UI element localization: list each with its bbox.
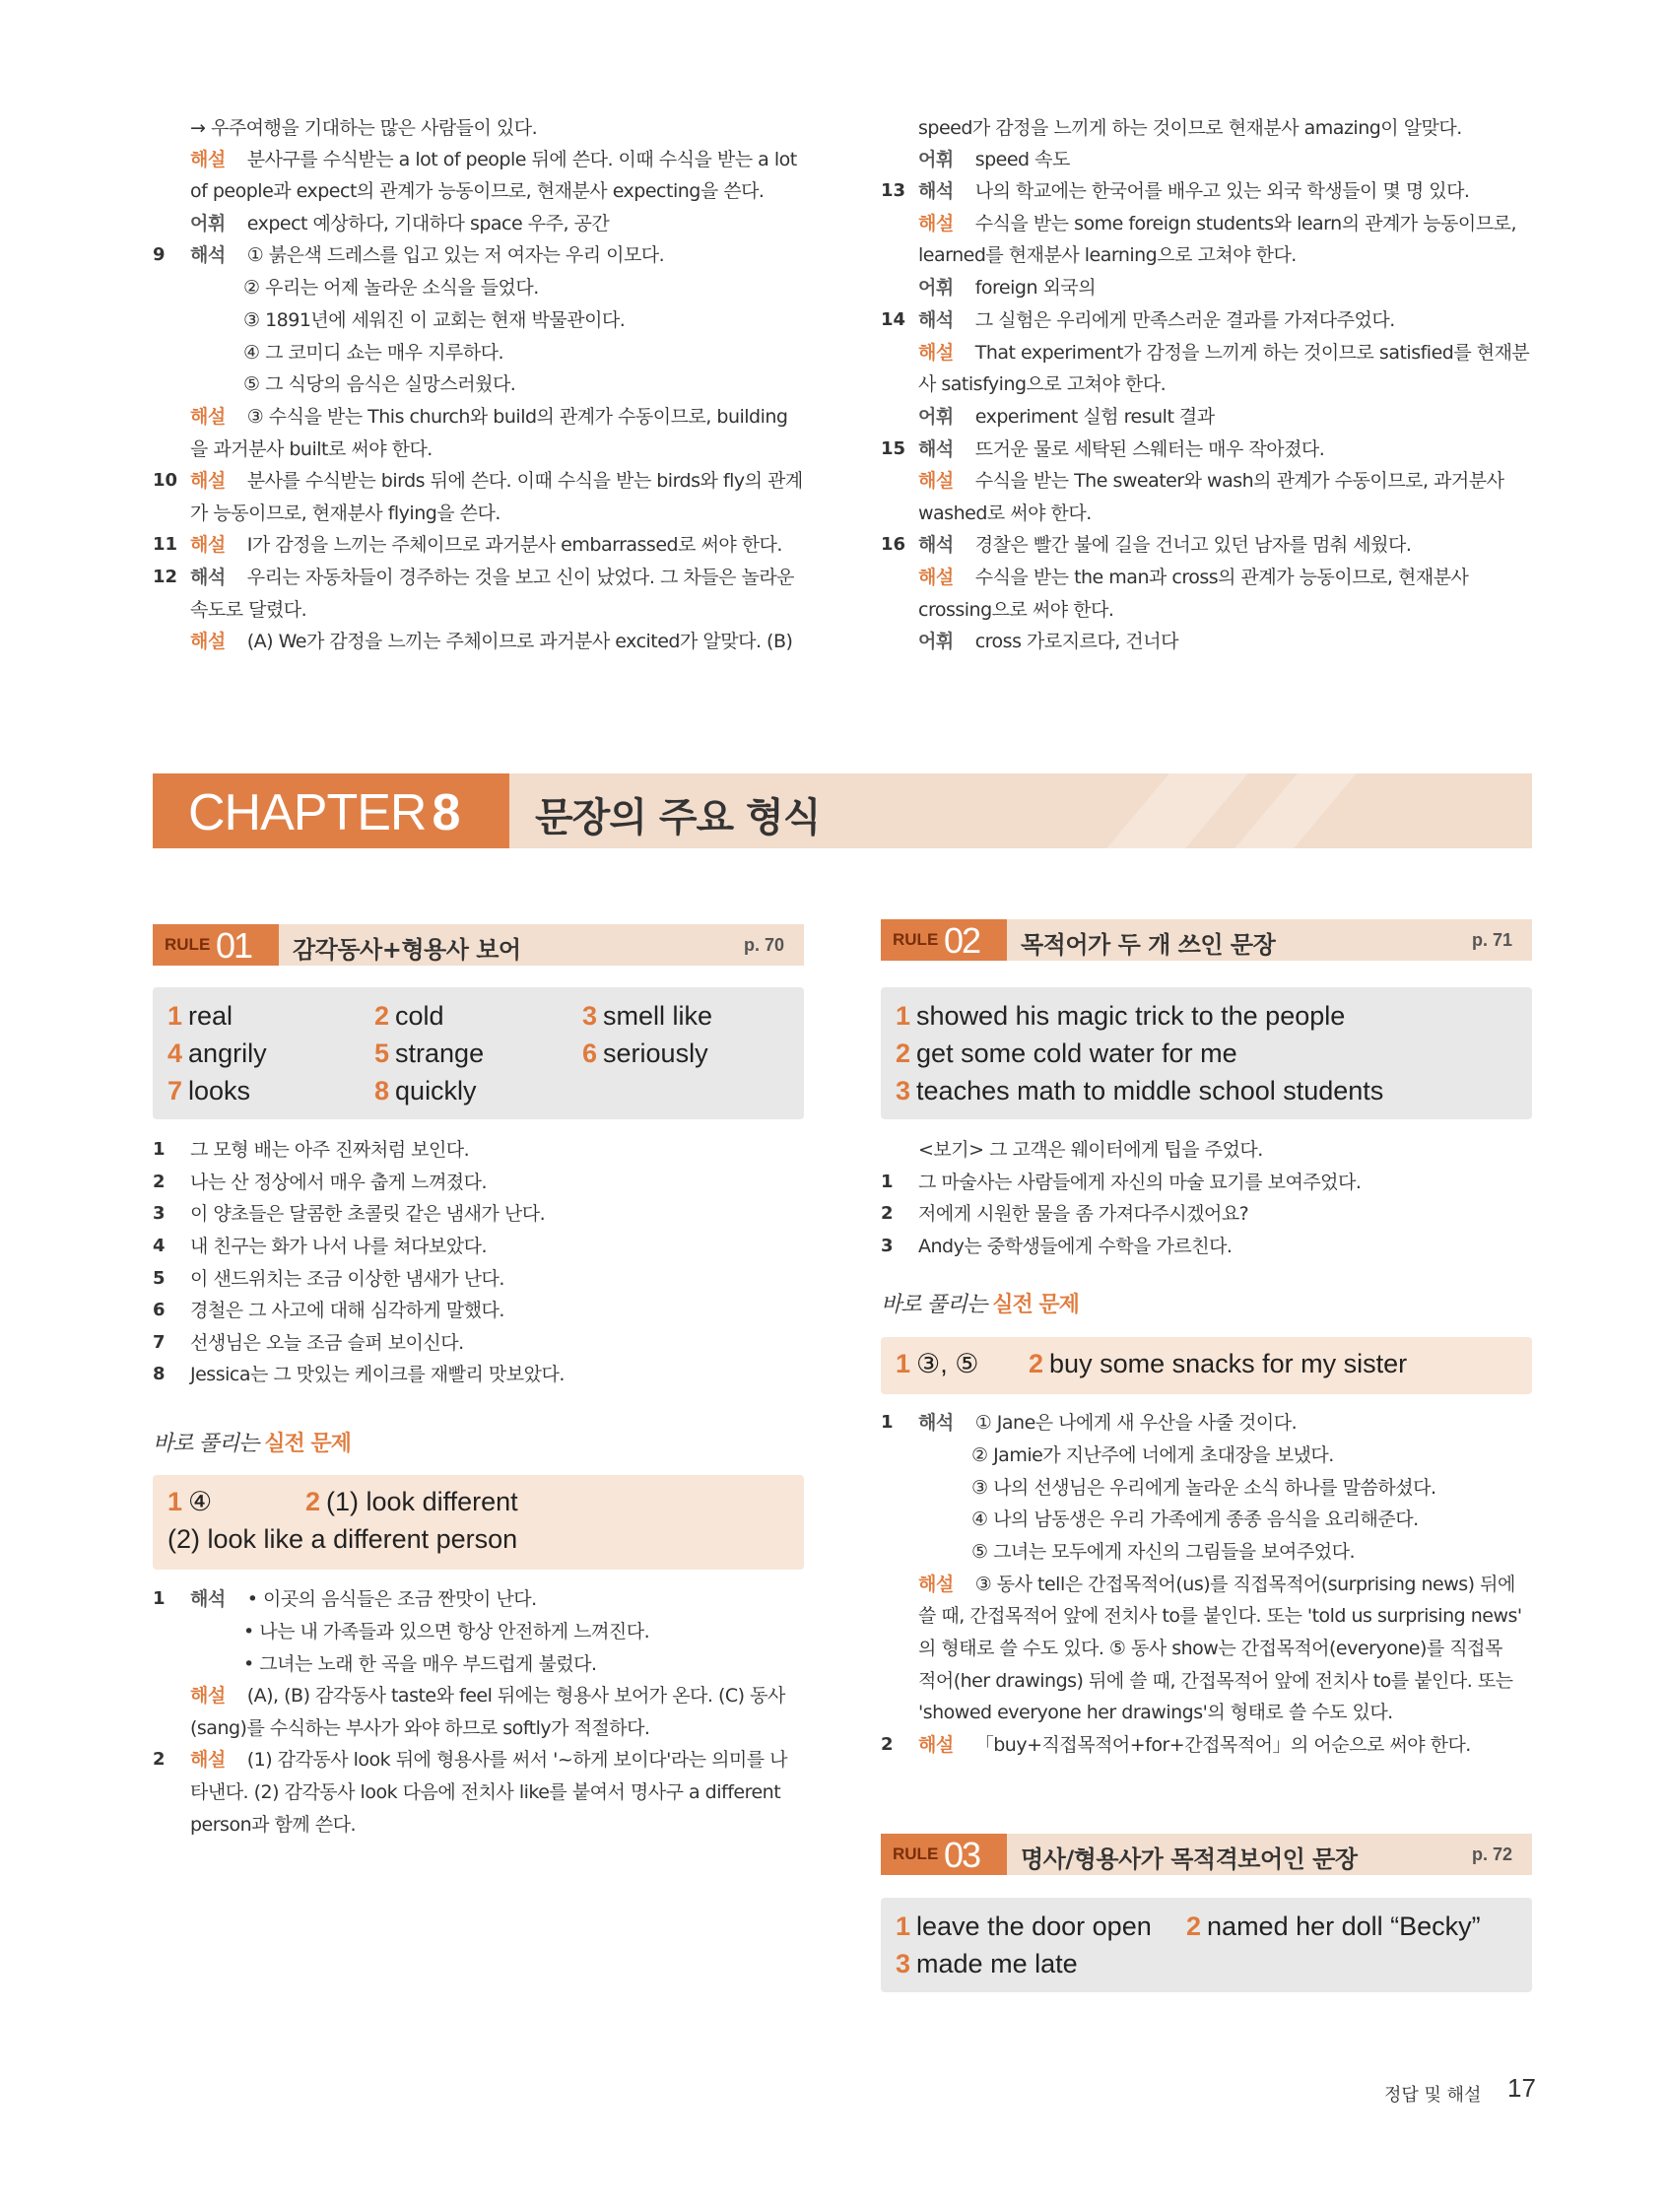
- text: 분사를 수식받는 birds 뒤에 쓴다. 이때 수식을 받는 birds와 fly의 관계: [246, 470, 803, 492]
- text: ③ 동사 tell은 간접목적어(us)를 직접목적어(surprising news) 뒤에: [974, 1574, 1515, 1595]
- answer-item: 6 seriously: [582, 1039, 708, 1068]
- label-haeseok: 해석: [190, 244, 226, 266]
- rule-word: RULE: [893, 930, 939, 949]
- label-haeseok: 해석: [918, 534, 954, 556]
- rule-page: p. 72: [1471, 1844, 1512, 1864]
- item-number: 2: [153, 1749, 166, 1770]
- text-line: [918, 210, 1516, 237]
- answer-item: 3 smell like: [582, 1001, 713, 1031]
- practice-title: 실전 문제: [264, 1432, 351, 1456]
- label-haeseol: 해설: [918, 567, 954, 588]
- label-haeseol: 해설: [918, 213, 954, 235]
- text-line: → 우주여행을 기대하는 많은 사람들이 있다.: [190, 117, 538, 139]
- text-line: 내 친구는 화가 나서 나를 쳐다보았다.: [190, 1236, 488, 1257]
- answer-item: 1 ③, ⑤: [896, 1349, 979, 1378]
- item-number: 15: [881, 438, 906, 459]
- answer-item: 8 quickly: [374, 1076, 477, 1106]
- text-line: ③ 1891년에 세워진 이 교회는 현재 박물관이다.: [243, 309, 626, 331]
- text-line: [918, 1731, 1471, 1759]
- chapter-banner: [153, 773, 1532, 848]
- rule-title: 감각동사+형용사 보어: [293, 936, 521, 964]
- text-line: [190, 210, 609, 237]
- practice-prefix: 바로 풀리는: [881, 1293, 987, 1317]
- label-haeseok: 해석: [190, 1588, 226, 1610]
- answer-item: 4 angrily: [167, 1039, 267, 1068]
- page-number: 17: [1507, 2073, 1536, 2103]
- label-eohwi: 어휘: [918, 149, 954, 170]
- rule-badge: [881, 919, 1007, 961]
- rule-number: 01: [216, 925, 252, 966]
- text-line: [918, 403, 1215, 431]
- rule-number: 02: [944, 920, 980, 961]
- text-line: 적어(her drawings) 뒤에 쓸 때, 간접목적어 앞에 전치사 to를 붙인다. 또는: [918, 1670, 1513, 1692]
- text-line: [190, 1682, 785, 1709]
- text: 수식을 받는 some foreign students와 learn의 관계가 능동이므로,: [974, 213, 1517, 235]
- practice-prefix: 바로 풀리는: [153, 1432, 259, 1456]
- rule-page: p. 71: [1471, 930, 1512, 950]
- text-line: [918, 306, 1395, 334]
- text-line: [918, 564, 1468, 591]
- item-number: 8: [153, 1364, 166, 1384]
- label-eohwi: 어휘: [918, 277, 954, 299]
- answer-box: [153, 987, 804, 1119]
- answer-item: 2 get some cold water for me: [896, 1039, 1237, 1068]
- text-line: [190, 467, 803, 495]
- text: experiment 실험 result 결과: [974, 406, 1215, 428]
- item-number: 2: [881, 1203, 894, 1224]
- text: cross 가로지르다, 건너다: [974, 631, 1178, 652]
- practice-heading: [881, 1288, 1079, 1318]
- item-number: 3: [153, 1203, 166, 1224]
- text-line: [918, 339, 1529, 367]
- answer-item: 3 made me late: [896, 1949, 1078, 1978]
- practice-title: 실전 문제: [992, 1293, 1079, 1317]
- text-line: • 그녀는 노래 한 곡을 매우 부드럽게 불렀다.: [243, 1653, 597, 1675]
- text-line: [190, 564, 794, 591]
- item-number: 2: [881, 1734, 894, 1755]
- text-line: [918, 1571, 1515, 1598]
- text-line: 그 모형 배는 아주 진짜처럼 보인다.: [190, 1139, 470, 1161]
- text: 나의 학교에는 한국어를 배우고 있는 외국 학생들이 몇 명 있다.: [974, 180, 1470, 202]
- text-line: ④ 나의 남동생은 우리 가족에게 종종 음식을 요리해준다.: [971, 1508, 1419, 1530]
- text-line: ② 우리는 어제 놀라운 소식을 들었다.: [243, 277, 539, 299]
- rule-title: 목적어가 두 개 쓰인 문장: [1021, 931, 1276, 959]
- rule-word: RULE: [165, 935, 211, 954]
- text-line: person과 함께 쓴다.: [190, 1814, 357, 1836]
- text-line: 사 satisfying으로 고쳐야 한다.: [918, 373, 1167, 395]
- practice-answer-box: [881, 1337, 1532, 1394]
- practice-heading: [153, 1427, 351, 1457]
- item-number: 7: [153, 1332, 166, 1353]
- text: speed 속도: [974, 149, 1070, 170]
- label-haeseol: 해설: [918, 1734, 954, 1756]
- label-haeseol: 해설: [190, 1749, 226, 1771]
- footer-label: 정답 및 해설: [1384, 2085, 1482, 2106]
- answer-item: 1 ④: [167, 1487, 213, 1516]
- text-line: crossing으로 써야 한다.: [918, 599, 1114, 621]
- text: (1) 감각동사 look 뒤에 형용사를 써서 '~하게 보이다'라는 의미를 나: [246, 1749, 788, 1771]
- text-line: learned를 현재분사 learning으로 고쳐야 한다.: [918, 244, 1297, 266]
- text: ① Jane은 나에게 새 우산을 사줄 것이다.: [974, 1412, 1298, 1434]
- text-line: (sang)를 수식하는 부사가 와야 하므로 softly가 적절하다.: [190, 1717, 650, 1739]
- answer-item: 1 showed his magic trick to the people: [896, 1001, 1346, 1031]
- item-number: 2: [153, 1172, 166, 1192]
- text: foreign 외국의: [974, 277, 1097, 299]
- item-number: 13: [881, 180, 906, 201]
- rule-title: 명사/형용사가 목적격보어인 문장: [1021, 1845, 1358, 1873]
- chapter-label-block: [153, 773, 509, 848]
- answer-item: 2 named her doll “Becky”: [1186, 1911, 1481, 1941]
- item-number: 9: [153, 244, 166, 265]
- answer-item: 2 (1) look different: [305, 1487, 518, 1516]
- text-line: 경철은 그 사고에 대해 심각하게 말했다.: [190, 1300, 504, 1321]
- text-line: ④ 그 코미디 쇼는 매우 지루하다.: [243, 342, 504, 364]
- text: That experiment가 감정을 느끼게 하는 것이므로 satisfied를 현재분: [974, 342, 1530, 364]
- text: ① 붉은색 드레스를 입고 있는 저 여자는 우리 이모다.: [246, 244, 665, 266]
- rule-number: 03: [944, 1835, 980, 1875]
- text-line: [918, 146, 1070, 173]
- text-line: 'showed everyone her drawings'의 형태로 쓸 수도 있다.: [918, 1702, 1393, 1723]
- text-line: 그 마술사는 사람들에게 자신의 마술 묘기를 보여주었다.: [918, 1172, 1362, 1193]
- text-line: 속도로 달렸다.: [190, 599, 307, 621]
- text: 분사구를 수식받는 a lot of people 뒤에 쓴다. 이때 수식을 받는 a lot: [246, 149, 797, 170]
- item-number: 12: [153, 567, 178, 587]
- answer-item: 1 real: [167, 1001, 234, 1031]
- item-number: 1: [881, 1412, 894, 1433]
- answer-item: 1 leave the door open: [896, 1911, 1152, 1941]
- example-line: <보기> 그 고객은 웨이터에게 팁을 주었다.: [918, 1139, 1263, 1161]
- rule-badge: [153, 924, 279, 966]
- item-number: 3: [881, 1236, 894, 1256]
- text-line: [918, 531, 1411, 559]
- text-line: [190, 1585, 537, 1613]
- text-line: 이 샌드위치는 조금 이상한 냄새가 난다.: [190, 1268, 504, 1290]
- text-line: 타낸다. (2) 감각동사 look 다음에 전치사 like를 붙여서 명사구 a different: [190, 1781, 781, 1803]
- text-line: 의 형태로 쓸 수도 있다. ⑤ 동사 show는 간접목적어(everyone)를 직접목: [918, 1638, 1502, 1659]
- answer-item: 2 cold: [374, 1001, 444, 1031]
- label-haeseol: 해설: [190, 534, 226, 556]
- rule-word: RULE: [893, 1844, 939, 1863]
- text-line: [190, 241, 664, 269]
- item-number: 1: [881, 1172, 894, 1192]
- text: 우리는 자동차들이 경주하는 것을 보고 신이 났었다. 그 차들은 놀라운: [246, 567, 795, 588]
- text-line: Jessica는 그 맛있는 케이크를 재빨리 맛보았다.: [190, 1364, 565, 1385]
- text: expect 예상하다, 기대하다 space 우주, 공간: [246, 213, 610, 235]
- text: ③ 수식을 받는 This church와 build의 관계가 수동이므로, building: [246, 406, 788, 428]
- label-haeseol: 해설: [190, 470, 226, 492]
- text-line: ③ 나의 선생님은 우리에게 놀라운 소식 하나를 말씀하셨다.: [971, 1477, 1436, 1499]
- label-haeseok: 해석: [918, 438, 954, 460]
- practice-answer-box: [153, 1475, 804, 1570]
- chapter-word: CHAPTER: [188, 784, 427, 841]
- text: 「buy+직접목적어+for+간접목적어」의 어순으로 써야 한다.: [974, 1734, 1471, 1756]
- rule-header: [153, 924, 804, 966]
- label-haeseol: 해설: [918, 470, 954, 492]
- text-line: 가 능동이므로, 현재분사 flying을 쓴다.: [190, 503, 500, 524]
- text-line: 나는 산 정상에서 매우 춥게 느껴졌다.: [190, 1172, 488, 1193]
- label-haeseol: 해설: [190, 149, 226, 170]
- text-line: [190, 146, 797, 173]
- text-line: Andy는 중학생들에게 수학을 가르친다.: [918, 1236, 1233, 1257]
- text-line: ② Jamie가 지난주에 너에게 초대장을 보냈다.: [971, 1444, 1334, 1466]
- label-haeseol: 해설: [190, 1685, 226, 1707]
- text: • 이곳의 음식들은 조금 짠맛이 난다.: [246, 1588, 537, 1610]
- text-line: [918, 274, 1096, 302]
- text-line: 이 양초들은 달콤한 초콜릿 같은 냄새가 난다.: [190, 1203, 546, 1225]
- label-eohwi: 어휘: [190, 213, 226, 235]
- label-haeseok: 해석: [918, 180, 954, 202]
- text-line: [918, 628, 1178, 655]
- answer-item: (2) look like a different person: [167, 1524, 518, 1554]
- text-line: washed로 써야 한다.: [918, 503, 1092, 524]
- text: 경찰은 빨간 불에 길을 건너고 있던 남자를 멈춰 세웠다.: [974, 534, 1412, 556]
- text-line: speed가 감정을 느끼게 하는 것이므로 현재분사 amazing이 알맞다.: [918, 117, 1462, 139]
- item-number: 4: [153, 1236, 166, 1256]
- rule-page: p. 70: [743, 935, 784, 955]
- item-number: 11: [153, 534, 178, 555]
- item-number: 10: [153, 470, 178, 491]
- chapter-number: 8: [432, 784, 460, 841]
- text: (A), (B) 감각동사 taste와 feel 뒤에는 형용사 보어가 온다. (C) 동사: [246, 1685, 785, 1707]
- label-haeseol: 해설: [918, 1574, 954, 1595]
- text-line: ⑤ 그 식당의 음식은 실망스러웠다.: [243, 373, 516, 395]
- text: 수식을 받는 The sweater와 wash의 관계가 수동이므로, 과거분사: [974, 470, 1504, 492]
- text: 그 실험은 우리에게 만족스러운 결과를 가져다주었다.: [974, 309, 1395, 331]
- label-haeseok: 해석: [190, 567, 226, 588]
- rule-badge: [881, 1834, 1007, 1875]
- chapter-title: 문장의 주요 형식: [535, 795, 821, 840]
- item-number: 5: [153, 1268, 166, 1289]
- text: (A) We가 감정을 느끼는 주체이므로 과거분사 excited가 알맞다. (B): [246, 631, 793, 652]
- text-line: [190, 403, 787, 431]
- text: I가 감정을 느끼는 주체이므로 과거분사 embarrassed로 써야 한다.: [246, 534, 782, 556]
- text-line: ⑤ 그녀는 모두에게 자신의 그림들을 보여주었다.: [971, 1541, 1355, 1563]
- item-number: 1: [153, 1139, 166, 1160]
- label-haeseol: 해설: [190, 406, 226, 428]
- text-line: • 나는 내 가족들과 있으면 항상 안전하게 느껴진다.: [243, 1621, 650, 1642]
- item-number: 14: [881, 309, 906, 330]
- text-line: 저에게 시원한 물을 좀 가져다주시겠어요?: [918, 1203, 1249, 1225]
- text-line: 을 과거분사 built로 써야 한다.: [190, 438, 433, 460]
- text: 뜨거운 물로 세탁된 스웨터는 매우 작아졌다.: [974, 438, 1325, 460]
- item-number: 16: [881, 534, 906, 555]
- text-line: 선생님은 오늘 조금 슬퍼 보이신다.: [190, 1332, 464, 1354]
- text-line: 쓸 때, 간접목적어 앞에 전치사 to를 붙인다. 또는 'told us surprising news': [918, 1605, 1522, 1627]
- text-line: of people과 expect의 관계가 능동이므로, 현재분사 expecting을 쓴다.: [190, 180, 765, 202]
- item-number: 1: [153, 1588, 166, 1609]
- label-haeseol: 해설: [918, 342, 954, 364]
- label-haeseok: 해석: [918, 1412, 954, 1434]
- chapter-label: [188, 783, 459, 842]
- banner-stripe: [1234, 773, 1357, 848]
- text: 수식을 받는 the man과 cross의 관계가 능동이므로, 현재분사: [974, 567, 1469, 588]
- text-line: [190, 1746, 787, 1774]
- answer-item: 5 strange: [374, 1039, 485, 1068]
- text-line: [918, 436, 1324, 463]
- text-line: [190, 531, 782, 559]
- label-haeseok: 해석: [918, 309, 954, 331]
- answer-box: [881, 987, 1532, 1119]
- answer-item: 3 teaches math to middle school students: [896, 1076, 1384, 1106]
- banner-stripe: [1106, 773, 1248, 848]
- label-eohwi: 어휘: [918, 406, 954, 428]
- label-eohwi: 어휘: [918, 631, 954, 652]
- text-line: [190, 628, 792, 655]
- rule-header: [881, 1834, 1532, 1875]
- label-haeseol: 해설: [190, 631, 226, 652]
- text-line: [918, 467, 1503, 495]
- answer-box: [881, 1898, 1532, 1992]
- answer-item: 2 buy some snacks for my sister: [1029, 1349, 1408, 1378]
- text-line: [918, 1409, 1297, 1437]
- answer-item: 7 looks: [167, 1076, 251, 1106]
- rule-header: [881, 919, 1532, 961]
- text-line: [918, 177, 1469, 205]
- item-number: 6: [153, 1300, 166, 1320]
